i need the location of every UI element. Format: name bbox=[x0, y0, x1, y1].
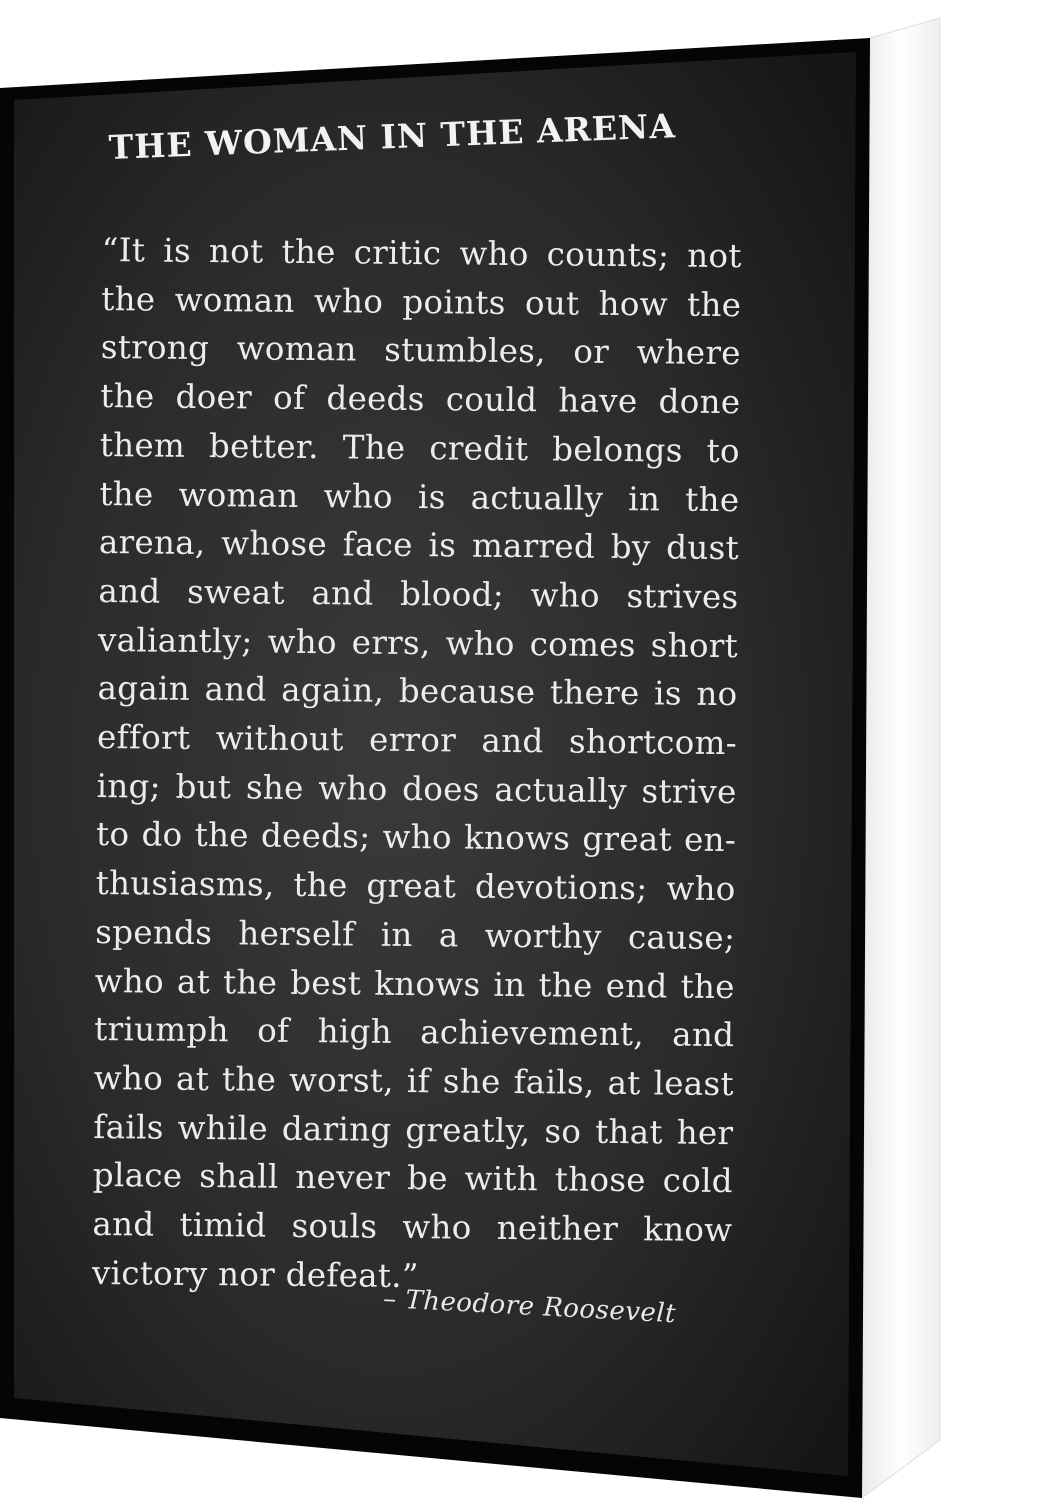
poster-title: THE WOMAN IN THE ARENA bbox=[108, 106, 677, 167]
quote-line: strong woman stumbles, or where bbox=[100, 328, 741, 373]
quote-line: and sweat and blood; who strives bbox=[98, 571, 739, 617]
quote-line: fails while daring greatly, so that her bbox=[93, 1107, 734, 1152]
quote-line: spends herself in a worthy cause; bbox=[95, 912, 736, 957]
quote-line: “It is not the critic who counts; not bbox=[101, 230, 742, 276]
quote-line: valiantly; who errs, who comes short bbox=[97, 620, 739, 665]
quote-text bbox=[92, 226, 742, 1304]
quote-line: and timid souls who neither know bbox=[92, 1205, 733, 1250]
quote-line: place shall never be with those cold bbox=[92, 1156, 734, 1201]
quote-line: effort without error and shortcom- bbox=[96, 718, 738, 763]
quote-line: the doer of deeds could have done bbox=[100, 377, 741, 422]
quote-line: the woman who is actually in the bbox=[99, 474, 740, 519]
quote-line: arena, whose face is marred by dust bbox=[98, 523, 740, 568]
quote-line: ing; but she who does actually strive bbox=[96, 766, 737, 811]
attribution-signature: – Theodore Roosevelt bbox=[382, 1284, 677, 1330]
quote-line: again and again, because there is no bbox=[97, 669, 738, 714]
quote-line: who at the best knows in the end the bbox=[94, 961, 735, 1006]
quote-line: them better. The credit belongs to bbox=[99, 425, 741, 470]
quote-line: who at the worst, if she fails, at least bbox=[93, 1058, 734, 1104]
quote-line: thusiasms, the great devotions; who bbox=[95, 864, 736, 909]
quote-line: the woman who points out how the bbox=[101, 279, 742, 324]
quote-line: to do the deeds; who knows great en- bbox=[95, 815, 737, 860]
quote-line: victory nor defeat.” bbox=[91, 1253, 419, 1295]
quote-line: triumph of high achievement, and bbox=[94, 1010, 735, 1055]
